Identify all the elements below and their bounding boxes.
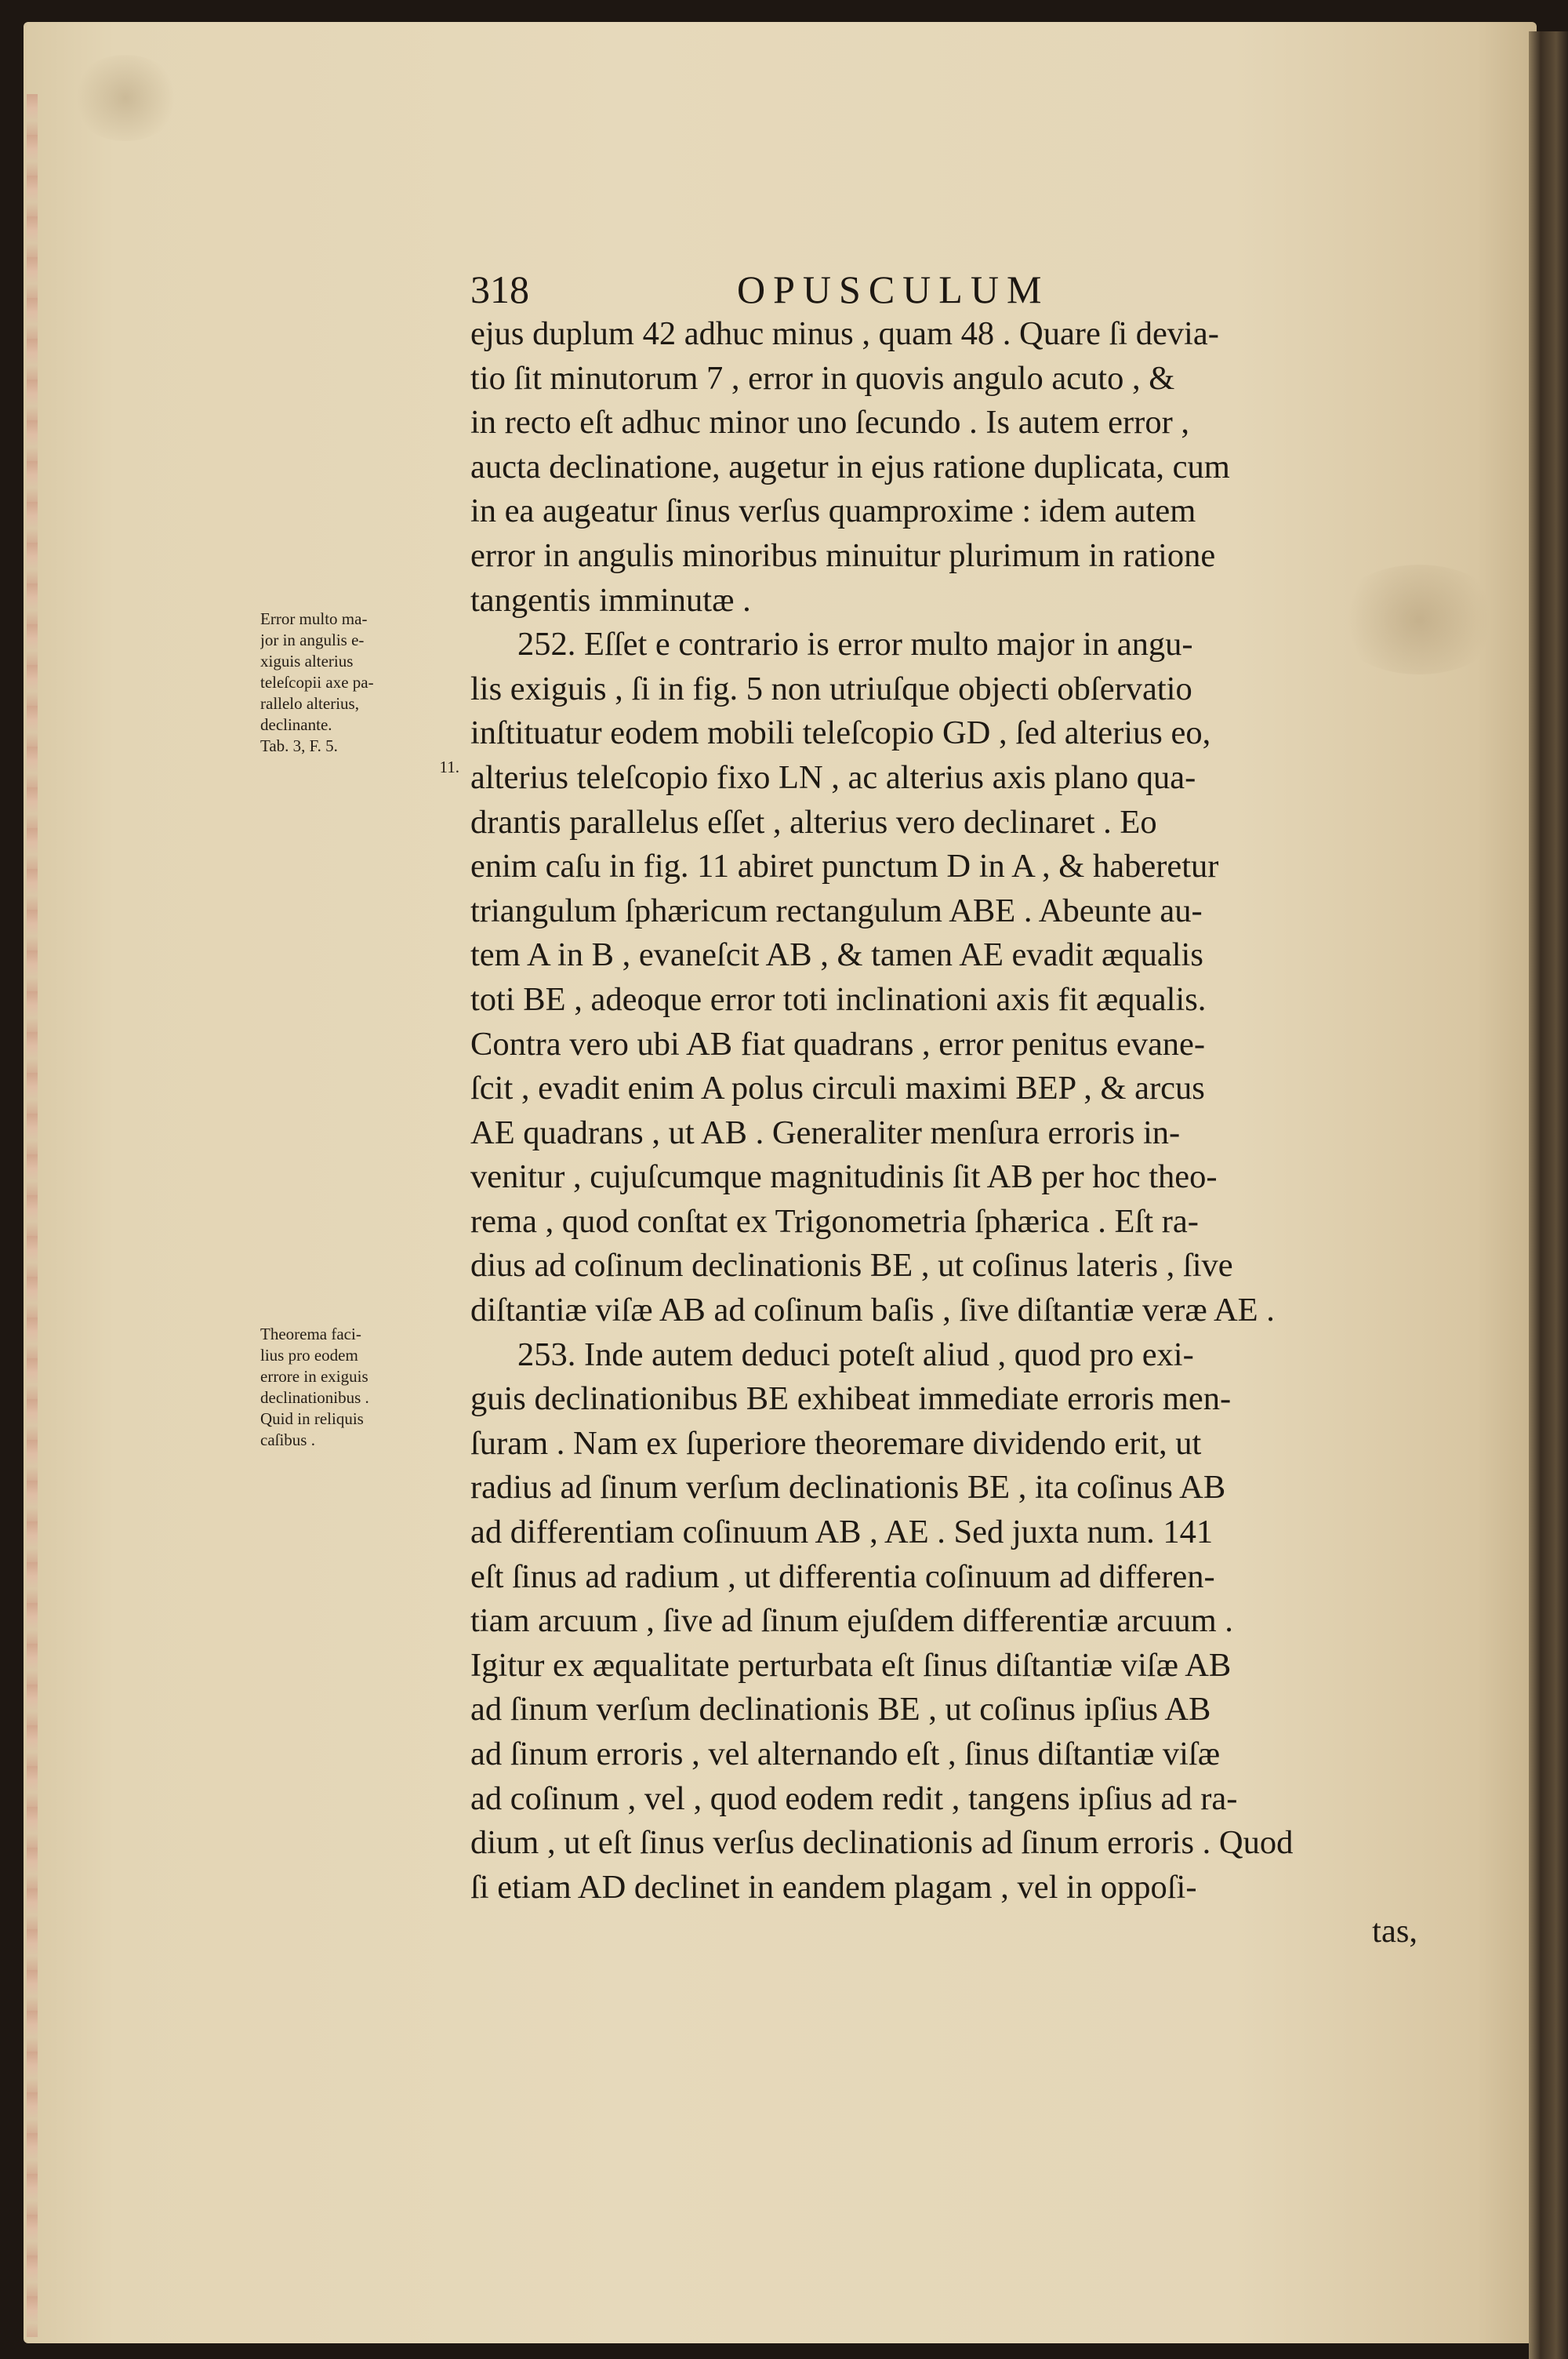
text-line: tangentis imminutæ . — [470, 581, 751, 619]
text-line: tio ſit minutorum 7 , error in quovis angulo acuto , & — [470, 359, 1175, 397]
margin-note-line: Quid in reliquis — [260, 1409, 364, 1428]
paragraph-253-start: 253. Inde autem deduci poteſt aliud , quod pro exi- — [517, 1336, 1194, 1373]
text-line: in recto eſt adhuc minor uno ſecundo . Is autem error , — [470, 404, 1189, 442]
text-line: venitur , cujuſcumque magnitudinis ſit AB per hoc theo- — [470, 1158, 1218, 1196]
foxing-stain — [71, 55, 180, 141]
margin-note-line: declinante. — [260, 715, 332, 734]
paragraph-252-start: 252. Eſſet e contrario is error multo major in angu- — [517, 626, 1193, 663]
margin-note-line: jor in angulis e- — [260, 631, 365, 649]
text-line: tem A in B , evaneſcit AB , & tamen AE evadit æqualis — [470, 936, 1203, 974]
stained-page-edge — [27, 94, 38, 2337]
page-header — [470, 267, 1176, 314]
text-line: Igitur ex æqualitate perturbata eſt ſinus diſtantiæ viſæ AB — [470, 1646, 1232, 1684]
text-line: error in angulis minoribus minuitur plurimum in ratione — [470, 536, 1216, 574]
margin-note-253 — [260, 1324, 477, 1451]
text-line: in ea augeatur ſinus verſus quamproxime : idem autem — [470, 493, 1196, 530]
text-line: ad coſinum , vel , quod eodem redit , tangens ipſius ad ra- — [470, 1779, 1238, 1817]
margin-note-line: errore in exiguis — [260, 1367, 368, 1386]
text-line: drantis parallelus eſſet , alterius vero declinaret . Eo — [470, 803, 1157, 841]
page-number: 318 — [470, 267, 529, 311]
text-line: lis exiguis , ſi in fig. 5 non utriuſque objecti obſervatio — [470, 670, 1192, 707]
text-line: AE quadrans , ut AB . Generaliter menſura erroris in- — [470, 1114, 1181, 1151]
margin-note-line: caſibus . — [260, 1430, 315, 1449]
margin-note-line: lius pro eodem — [260, 1346, 358, 1365]
text-line: ſcit , evadit enim A polus circuli maximi BEP , & arcus — [470, 1070, 1205, 1107]
margin-note-line: Error multo ma- — [260, 609, 368, 628]
text-line: enim caſu in fig. 11 abiret punctum D in A , & haberetur — [470, 848, 1219, 885]
margin-note-line: xiguis alterius — [260, 652, 354, 671]
margin-note-line: declinationibus . — [260, 1388, 369, 1407]
text-line: dius ad coſinum declinationis BE , ut coſinus lateris , ſive — [470, 1247, 1233, 1285]
text-line: aucta declinatione, augetur in ejus ratione duplicata, cum — [470, 448, 1230, 485]
text-line: eſt ſinus ad radium , ut differentia coſinuum ad differen- — [470, 1558, 1215, 1595]
margin-note-line: Tab. 3, F. 5. — [260, 736, 338, 755]
text-line: ad differentiam coſinuum AB , AE . Sed juxta num. 141 — [470, 1514, 1214, 1551]
margin-note-line: 11. — [439, 758, 459, 776]
binding-edge — [1529, 31, 1568, 2359]
text-line: inſtituatur eodem mobili teleſcopio GD , ſed alterius eo, — [470, 714, 1211, 752]
catchword: tas, — [1372, 1913, 1417, 1950]
text-line: guis declinationibus BE exhibeat immediate erroris men- — [470, 1380, 1232, 1418]
text-line: dium , ut eſt ſinus verſus declinationis ad ſinum erroris . Quod — [470, 1824, 1294, 1862]
text-line: ſi etiam AD declinet in eandem plagam , vel in oppoſi- — [470, 1868, 1197, 1906]
text-line: Contra vero ubi AB fiat quadrans , error penitus evane- — [470, 1025, 1206, 1063]
text-line: ejus duplum 42 adhuc minus , quam 48 . Quare ſi devia- — [470, 315, 1219, 352]
main-text-block — [470, 312, 1417, 1954]
text-line: rema , quod conſtat ex Trigonometria ſphærica . Eſt ra- — [470, 1202, 1199, 1240]
margin-note-252 — [260, 609, 477, 778]
margin-note-line: rallelo alterius, — [260, 694, 359, 713]
margin-note-line: Theorema faci- — [260, 1325, 361, 1343]
text-line: triangulum ſphæricum rectangulum ABE . Abeunte au- — [470, 892, 1203, 929]
text-line: toti BE , adeoque error toti inclinationi axis fit æqualis. — [470, 980, 1207, 1018]
text-line: ad ſinum verſum declinationis BE , ut coſinus ipſius AB — [470, 1691, 1211, 1728]
text-line: tiam arcuum , ſive ad ſinum ejuſdem differentiæ arcuum . — [470, 1602, 1233, 1640]
text-line: ſuram . Nam ex ſuperiore theoremare dividendo erit, ut — [470, 1424, 1202, 1462]
text-line: ad ſinum erroris , vel alternando eſt , ſinus diſtantiæ viſæ — [470, 1736, 1221, 1772]
text-line: alterius teleſcopio fixo LN , ac alterius axis plano qua- — [470, 758, 1196, 796]
text-line: radius ad ſinum verſum declinationis BE , ita coſinus AB — [470, 1469, 1226, 1507]
text-line: diſtantiæ viſæ AB ad coſinum baſis , ſive diſtantiæ veræ AE . — [470, 1292, 1275, 1329]
margin-note-line: teleſcopii axe pa- — [260, 673, 374, 692]
running-title: OPUSCULUM — [737, 267, 1050, 311]
